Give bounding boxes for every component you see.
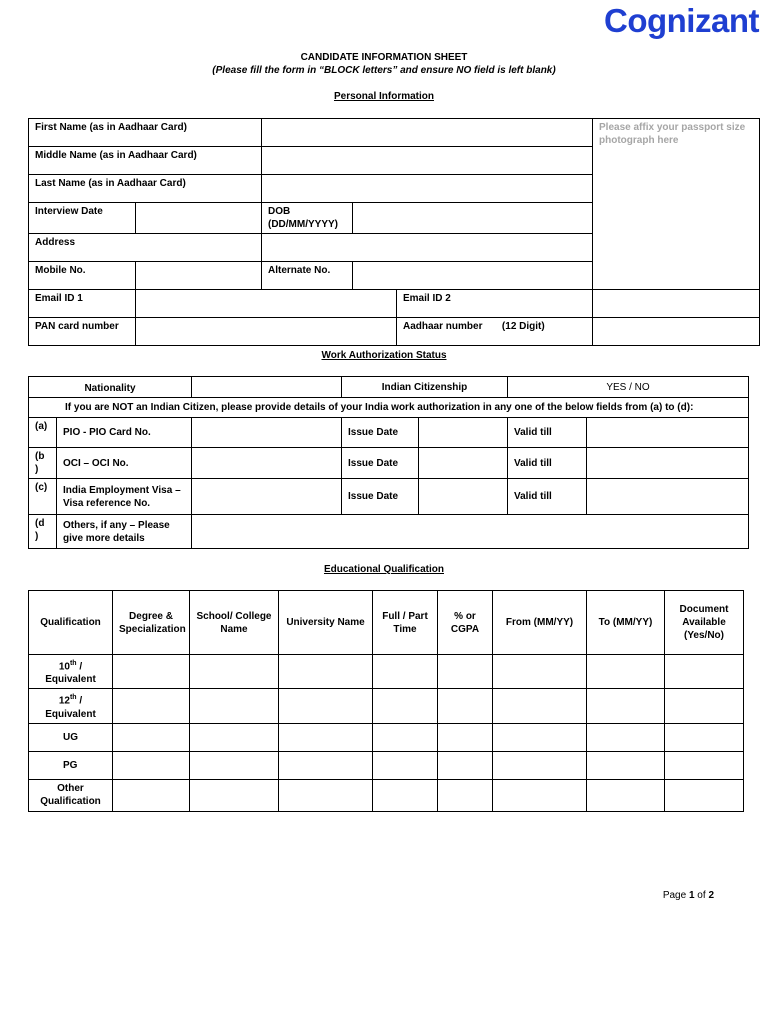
cell[interactable] xyxy=(190,655,279,689)
page-number: Page 1 of 2 xyxy=(662,890,714,901)
pio-issue-label: Issue Date xyxy=(342,418,419,448)
cell[interactable] xyxy=(493,779,587,811)
citizenship-yes-no[interactable]: YES / NO xyxy=(508,377,749,398)
pio-field[interactable] xyxy=(192,418,342,448)
cell[interactable] xyxy=(373,723,438,751)
table-row xyxy=(29,655,744,689)
oci-field[interactable] xyxy=(192,448,342,479)
cell[interactable] xyxy=(438,689,493,723)
cell[interactable] xyxy=(493,723,587,751)
cell[interactable] xyxy=(113,723,190,751)
first-name-field[interactable] xyxy=(262,119,593,147)
cell[interactable] xyxy=(587,779,665,811)
cell[interactable] xyxy=(190,779,279,811)
row-letter-b: (b ) xyxy=(29,448,57,479)
first-name-label: First Name (as in Aadhaar Card) xyxy=(29,119,262,147)
cell[interactable] xyxy=(438,655,493,689)
cell[interactable] xyxy=(373,689,438,723)
col-percent: % or CGPA xyxy=(438,591,493,655)
cell[interactable] xyxy=(493,689,587,723)
cell[interactable] xyxy=(665,689,744,723)
cell[interactable] xyxy=(113,751,190,779)
cell[interactable] xyxy=(373,751,438,779)
visa-issue-field[interactable] xyxy=(419,479,508,515)
email2-field[interactable] xyxy=(593,290,760,318)
cell[interactable] xyxy=(279,723,373,751)
address-label: Address xyxy=(29,234,262,262)
email1-label: Email ID 1 xyxy=(29,290,136,318)
dob-label: DOB (DD/MM/YYYY) xyxy=(262,203,353,234)
interview-date-label: Interview Date xyxy=(29,203,136,234)
cell[interactable] xyxy=(438,751,493,779)
cell[interactable] xyxy=(190,723,279,751)
pio-issue-field[interactable] xyxy=(419,418,508,448)
cell[interactable] xyxy=(493,751,587,779)
pan-field[interactable] xyxy=(136,318,397,346)
email2-label: Email ID 2 xyxy=(397,290,593,318)
col-full-part: Full / Part Time xyxy=(373,591,438,655)
row-letter-a: (a) xyxy=(29,418,57,448)
cell[interactable] xyxy=(190,751,279,779)
row-label-ug: UG xyxy=(29,723,113,751)
cell[interactable] xyxy=(113,689,190,723)
pan-label: PAN card number xyxy=(29,318,136,346)
nationality-field[interactable] xyxy=(192,377,342,398)
address-field[interactable] xyxy=(262,234,593,262)
cell[interactable] xyxy=(373,655,438,689)
col-degree: Degree & Specialization xyxy=(113,591,190,655)
section-heading-personal: Personal Information xyxy=(333,91,434,102)
middle-name-field[interactable] xyxy=(262,147,593,175)
col-from: From (MM/YY) xyxy=(493,591,587,655)
section-heading-education: Educational Qualification xyxy=(323,564,444,575)
cell[interactable] xyxy=(113,779,190,811)
oci-label: OCI – OCI No. xyxy=(57,448,192,479)
row-letter-c: (c) xyxy=(29,479,57,515)
alternate-field[interactable] xyxy=(353,262,593,290)
table-row xyxy=(29,779,744,811)
row-label-12th: 12th / Equivalent xyxy=(29,689,113,723)
cell[interactable] xyxy=(113,655,190,689)
oci-issue-label: Issue Date xyxy=(342,448,419,479)
interview-date-field[interactable] xyxy=(136,203,262,234)
visa-label: India Employment Visa – Visa reference No. xyxy=(57,479,192,515)
cell[interactable] xyxy=(493,655,587,689)
visa-valid-label: Valid till xyxy=(508,479,587,515)
oci-issue-field[interactable] xyxy=(419,448,508,479)
cell[interactable] xyxy=(438,723,493,751)
oci-valid-field[interactable] xyxy=(587,448,749,479)
row-label-10th: 10th / Equivalent xyxy=(29,655,113,689)
section-heading-work: Work Authorization Status xyxy=(321,350,447,361)
cell[interactable] xyxy=(279,779,373,811)
table-row xyxy=(29,751,744,779)
alternate-label: Alternate No. xyxy=(262,262,353,290)
citizenship-label: Indian Citizenship xyxy=(342,377,508,398)
aadhaar-label: Aadhaar number (12 Digit) xyxy=(397,318,593,346)
table-row xyxy=(29,723,744,751)
col-school: School/ College Name xyxy=(190,591,279,655)
cell[interactable] xyxy=(587,655,665,689)
cell[interactable] xyxy=(279,689,373,723)
cell[interactable] xyxy=(279,655,373,689)
others-label: Others, if any – Please give more details xyxy=(57,515,192,549)
education-table xyxy=(28,590,744,812)
oci-valid-label: Valid till xyxy=(508,448,587,479)
personal-info-table xyxy=(28,118,760,346)
cell[interactable] xyxy=(665,655,744,689)
pio-valid-field[interactable] xyxy=(587,418,749,448)
cell[interactable] xyxy=(665,723,744,751)
photo-box[interactable] xyxy=(593,119,760,290)
cell[interactable] xyxy=(373,779,438,811)
email1-field[interactable] xyxy=(136,290,397,318)
col-to: To (MM/YY) xyxy=(587,591,665,655)
cell[interactable] xyxy=(665,751,744,779)
visa-valid-field[interactable] xyxy=(587,479,749,515)
col-university: University Name xyxy=(279,591,373,655)
nationality-label: Nationality xyxy=(29,377,192,398)
cell[interactable] xyxy=(665,779,744,811)
cell[interactable] xyxy=(438,779,493,811)
form-subtitle: (Please fill the form in “BLOCK letters” and ensure NO field is left blank) xyxy=(212,65,556,76)
cell[interactable] xyxy=(587,751,665,779)
work-instruction: If you are NOT an Indian Citizen, please provide details of your India work authorization in any one of the below fields from (a) to (d): xyxy=(29,398,749,418)
cell[interactable] xyxy=(587,723,665,751)
dob-field[interactable] xyxy=(353,203,593,234)
col-document: Document Available (Yes/No) xyxy=(665,591,744,655)
table-row xyxy=(29,689,744,723)
middle-name-label: Middle Name (as in Aadhaar Card) xyxy=(29,147,262,175)
form-title: CANDIDATE INFORMATION SHEET xyxy=(300,52,468,63)
row-letter-d: (d ) xyxy=(29,515,57,549)
visa-field[interactable] xyxy=(192,479,342,515)
pio-valid-label: Valid till xyxy=(508,418,587,448)
col-qualification: Qualification xyxy=(29,591,113,655)
cognizant-logo: Cognizant xyxy=(604,2,759,39)
visa-issue-label: Issue Date xyxy=(342,479,419,515)
aadhaar-field[interactable] xyxy=(593,318,760,346)
photo-hint: Please affix your passport size photograph here xyxy=(599,122,746,146)
row-label-other: Other Qualification xyxy=(29,779,113,811)
cell[interactable] xyxy=(279,751,373,779)
cell[interactable] xyxy=(190,689,279,723)
mobile-field[interactable] xyxy=(136,262,262,290)
mobile-label: Mobile No. xyxy=(29,262,136,290)
others-field[interactable] xyxy=(192,515,749,549)
cell[interactable] xyxy=(587,689,665,723)
last-name-label: Last Name (as in Aadhaar Card) xyxy=(29,175,262,203)
pio-label: PIO - PIO Card No. xyxy=(57,418,192,448)
work-auth-table xyxy=(28,376,749,549)
row-label-pg: PG xyxy=(29,751,113,779)
last-name-field[interactable] xyxy=(262,175,593,203)
